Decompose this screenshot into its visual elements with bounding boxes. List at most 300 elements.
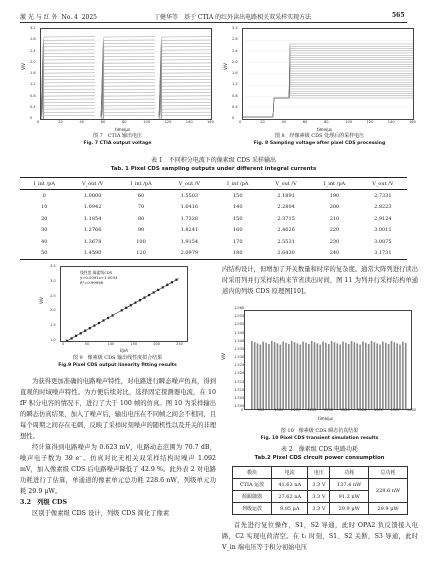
fig7-ramp-line: [41, 106, 211, 117]
table2-cell: 列级运放: [233, 503, 272, 515]
fig10-plot-area: [244, 310, 412, 410]
fig8-step-curves: [243, 44, 413, 117]
fig10-sample-bar: [268, 344, 270, 409]
table2-cell: 27.62 nA: [271, 491, 308, 503]
fig8-step-line: [243, 44, 413, 117]
table1-header-cell: I_int /pA: [213, 178, 262, 190]
table2-cell: 29.9 μW: [330, 503, 369, 515]
fig8-step-line: [243, 96, 413, 117]
fig10-x-tick-label: 3500: [357, 408, 367, 412]
fig10-sample-bar: [359, 345, 361, 409]
table2-title-cn: 表 2 像素级 CDS 电路功耗: [280, 446, 359, 453]
fig10-sample-bar: [317, 343, 319, 409]
fig7-y-tick-label: 2.8: [30, 37, 36, 42]
fig9-data-point: [171, 281, 173, 283]
fig10-sample-bar: [271, 341, 273, 409]
table1-cell: 90: [137, 227, 145, 234]
fig10-x-tick-label: 5000: [407, 408, 417, 412]
fig10-sample-bar: [319, 345, 321, 409]
fig8-step-line: [243, 51, 413, 117]
fig9-data-point: [107, 317, 109, 319]
table2-row: [233, 479, 408, 491]
fig9-y-tick-label: 1.0: [50, 338, 56, 342]
table1-cell: 40: [41, 238, 48, 245]
fig8-step-line: [243, 64, 413, 117]
fig10-x-tick-label: 4000: [373, 408, 383, 412]
fig10-sample-bar: [331, 341, 333, 409]
table1-header-cell: V_out /V: [165, 178, 213, 190]
fig7-ramp-line: [41, 60, 211, 117]
paragraph-reset-operation: 首先进行复位操作，S1，S2 导通，此时 OPA2 负反馈接入电路，C2 实现电荷清空。在 t₁ 时刻，S1、S2 关断，S3 导通，此时 V_in 端电压等于积分初始电压: [222, 522, 418, 551]
fig9-caption-cn: 图 9 像素级 CDS 输出线性度拟合结果: [72, 355, 163, 361]
fig7-y-tick-label: 3.2: [30, 26, 36, 30]
fig7-ramp-line: [41, 109, 211, 117]
table1-cell: 2.7331: [374, 192, 392, 199]
fig7-x-tick-label: 20: [58, 120, 63, 124]
fig10-sample-bar: [274, 342, 276, 409]
table1: [20, 177, 407, 260]
fig9-data-point: [84, 330, 86, 332]
table1-cell: 1.6416: [180, 204, 199, 211]
fig8-y-tick-label: 1.6: [232, 71, 238, 75]
body-left: [20, 376, 216, 519]
fig10-sample-bar: [325, 343, 327, 409]
fig7-ramp-line: [41, 99, 211, 117]
fig8-step-line: [243, 94, 413, 118]
table1-header-cell: I_int /pA: [20, 178, 69, 190]
year: 2025: [81, 14, 97, 21]
body-right-bottom: [222, 520, 418, 553]
table1-cell: 2.3715: [277, 215, 295, 222]
paragraph-transient-noise: 为获得更加准确的电路噪声特性，对电路进行瞬态噪声仿真，得到直观的时域噪声特性。为方便后续对比，选择固定探测器电流，在 10 fF 积分电容的情况下，进行了大于 100 帧的仿真。图 10 为采样输出的瞬态仿真结果，加入了噪声后，输出电压在不同帧之间会不相同，且每个周期之间存在毛刺，反映了采样时刻噪声的随机性以及开关的非理想性。: [20, 378, 216, 440]
fig10-sample-bar: [265, 343, 267, 409]
fig8-caption-en: Fig. 8 Sampling voltage after pixel CDS processing: [253, 141, 386, 146]
fig10-sample-bar: [396, 343, 398, 409]
fig7-y-tick-label: 0.8: [30, 93, 36, 98]
fig8-step-line: [243, 69, 413, 117]
fig7-ramp-line: [41, 92, 211, 117]
fig10-y-tick-label: 1.505: [234, 395, 245, 400]
fig10-sample-bar: [260, 345, 262, 409]
table1-cell: 2.4626: [277, 227, 295, 234]
table1-cell: 2.0979: [165, 248, 213, 260]
table1-cell: 2.5531: [277, 238, 295, 245]
fig10-x-tick-label: 2500: [324, 408, 334, 412]
table1-cell: 150: [232, 215, 243, 222]
fig8-ylabel: V/V: [222, 63, 228, 70]
fig10-sample-bar: [314, 342, 316, 409]
fig9-data-point: [153, 291, 155, 293]
fig10-y-tick-label: 1.535: [234, 346, 245, 351]
article-title-header: 丁健华等 基于 CTIA 的红外读出电路相关双采样实现方法: [154, 14, 312, 21]
fig10-sample-bar: [299, 345, 301, 409]
fig10-sample-bar: [354, 342, 356, 409]
table1-cell: 1.0000: [83, 192, 102, 199]
fig10-y-tick-label: 1.550: [234, 322, 245, 327]
fig9-data-point: [130, 304, 132, 306]
fig8-y-tick-label: 2.4: [232, 48, 238, 53]
fig10-x-tick-label: 1000: [274, 408, 284, 412]
table1-cell: 3.1731: [359, 248, 407, 260]
fig9-xlabel: I/pA: [120, 348, 128, 353]
fig9-data-point: [112, 314, 114, 316]
fig10-sample-bar: [288, 344, 290, 409]
fig7-ramp-line: [41, 43, 211, 117]
fig7-ramp-line: [41, 47, 211, 117]
table1-cell: 50: [20, 248, 69, 260]
table1-cell: 1.5503: [180, 192, 199, 199]
fig10-y-tick-label: 1.510: [234, 387, 245, 392]
table2-cell: 228.6 nW: [369, 479, 408, 503]
fig9-ylabel: V/V: [38, 297, 44, 304]
fig10-xlabel: time/μs: [318, 416, 334, 421]
fig9-data-point: [162, 286, 164, 288]
fig8-step-line: [243, 76, 413, 118]
fig10-y-tick-label: 1.540: [234, 338, 245, 343]
fig9-data-point: [143, 296, 145, 298]
fig7-ylabel: V/V: [20, 63, 26, 70]
fig9-legend-r2: R²=0.99998: [80, 280, 104, 285]
fig8-step-line: [243, 46, 413, 117]
fig10-x-tick-label: 4500: [390, 408, 400, 412]
fig7-x-tick-label: 0: [37, 120, 40, 124]
fig7-x-tick-label: 80: [122, 120, 127, 124]
table2-title-en: Tab.2 Pixel CDS circuit power consumption: [254, 455, 385, 461]
fig10-sample-bar: [391, 341, 393, 409]
table1-cell: 2.9124: [374, 215, 392, 222]
fig8-xlabel: time/μs: [317, 127, 333, 132]
fig9-data-point: [75, 335, 77, 337]
table1-cell: 20: [41, 215, 48, 222]
table2-cell: CTIA 运放: [233, 479, 272, 491]
fig10-caption-cn: 图 10 像素级 CDS 瞬态仿真结果: [280, 428, 359, 434]
fig8-x-tick-label: 60: [302, 120, 308, 124]
table1-header-cell: V_out /V: [262, 178, 310, 190]
fig9-caption-en: Fig.9 Pixel CDS output linearity fitting results: [58, 363, 177, 368]
fig10-sample-bar: [362, 342, 364, 409]
fig10-x-tick-label: 1500: [290, 408, 300, 412]
fig10-sample-bar: [374, 342, 376, 409]
fig10-sample-bar: [365, 343, 367, 409]
fig9-x-tick-label: 200: [153, 342, 161, 346]
fig10-sample-bar: [251, 341, 253, 409]
fig9-y-tick-label: 2.0: [50, 308, 56, 313]
fig9-data-point: [139, 299, 141, 301]
fig10-x-tick-label: 3000: [340, 408, 350, 412]
table1-row: [20, 236, 407, 248]
fig8-x-tick-label: 80: [324, 120, 329, 124]
table1-cell: 60: [137, 192, 145, 199]
fig8-y-tick-label: 0.4: [232, 104, 238, 109]
fig7-ramp-line: [41, 96, 211, 117]
fig8-step-line: [243, 73, 413, 117]
table1-cell: 140: [232, 204, 243, 211]
fig10-y-tick-label: 1.525: [234, 363, 245, 368]
table1-cell: 1.0942: [83, 204, 102, 211]
fig10-sample-bar: [262, 342, 264, 409]
fig10-sample-bar: [280, 345, 282, 409]
fig7-xlabel: time/μs: [115, 127, 131, 132]
table1-header-cell: I_int /pA: [310, 178, 359, 190]
fig7-x-tick-label: 140: [185, 120, 193, 124]
body-right-top: [222, 264, 418, 297]
fig10-y-tick-label: 1.500: [234, 404, 245, 408]
fig10-sample-bar: [356, 343, 358, 409]
table1-row: [20, 213, 407, 225]
fig10-sample-bar: [337, 343, 339, 409]
fig10-sample-bar: [302, 342, 304, 409]
paragraph-column-cds: 区别于像素级 CDS 设计，列级 CDS 简化了像素: [32, 510, 170, 517]
fig8-step-line: [243, 80, 413, 117]
fig7-y-tick-label: 0: [30, 116, 33, 120]
fig10-sample-bar: [402, 342, 404, 409]
table1-cell: 1.3678: [83, 238, 102, 245]
fig9-y-tick-label: 2.5: [50, 293, 56, 298]
fig7-ramp-line: [41, 102, 211, 117]
table2-header-cell: 功耗: [330, 467, 369, 479]
fig8-x-tick-label: 20: [260, 120, 265, 124]
fig7-y-tick-label: 1.6: [30, 71, 36, 75]
fig7-y-tick-label: 2.0: [30, 59, 36, 64]
table1-cell: 1.7328: [180, 215, 199, 222]
fig8-step-line: [243, 49, 413, 118]
table1-row: [20, 202, 407, 214]
section-3-2-heading: 3.2 列级 CDS: [20, 499, 68, 506]
fig9-data-point: [148, 294, 150, 296]
journal-name: 激 光 与 红 外: [20, 14, 58, 21]
fig10-sample-bar: [322, 342, 324, 409]
table1-cell: 1.2766: [83, 227, 102, 234]
table1-cell: 70: [137, 204, 145, 211]
fig7-x-tick-label: 160: [207, 120, 214, 124]
fig7-y-tick-label: 1.2: [30, 82, 36, 87]
table1-cell: 30: [41, 227, 48, 234]
table1-cell: 80: [137, 215, 145, 222]
fig10-sample-bar: [254, 342, 256, 409]
table1-cell: 170: [232, 238, 243, 245]
table2-cell: 源跟随器: [233, 491, 272, 503]
fig7-ramp-line: [41, 83, 211, 117]
table2-row: [233, 503, 408, 515]
fig10-sample-bar: [399, 345, 401, 409]
fig10-sample-bar: [379, 345, 381, 409]
fig9-x-tick-label: 150: [130, 342, 138, 346]
fig10-y-tick-label: 1.560: [234, 306, 245, 310]
fig10-sample-bar: [345, 343, 347, 409]
table1-cell: 2.8223: [374, 204, 392, 211]
fig7-y-tick-label: 2.4: [30, 48, 36, 53]
fig10-sample-bar: [382, 342, 384, 409]
fig8-step-line: [243, 85, 413, 118]
table1-cell: 10: [41, 204, 48, 211]
table1-title-cn: 表 1 不同积分电流下的像素级 CDS 采样输出: [150, 157, 277, 164]
fig7-plot-area: [40, 28, 212, 120]
table1-cell: 210: [329, 215, 340, 222]
table1-cell: 3.0875: [374, 238, 392, 245]
fig9-x-tick-label: 0: [62, 342, 65, 346]
fig7-ramp-curves: [41, 37, 211, 119]
fig10-sample-bar: [334, 342, 336, 409]
fig10-caption-en: Fig. 10 Pixel CDS transient simulation results: [260, 436, 379, 441]
fig8-y-tick-label: 0: [232, 116, 235, 120]
fig10-sample-bar: [385, 343, 387, 409]
fig10-sample-bar: [371, 341, 373, 409]
table1-cell: 240: [310, 248, 359, 260]
fig10-sample-bar: [388, 344, 390, 409]
table1-cell: 2.1891: [277, 192, 295, 199]
fig10-sample-bar: [291, 341, 293, 409]
table1-title-en: Tab. 1 Pixel CDS sampling outputs under different integral currents: [110, 166, 317, 172]
table1-header-cell: I_int /pA: [117, 178, 166, 190]
fig9-y-tick-label: 1.5: [50, 323, 56, 328]
fig9-data-point: [121, 309, 123, 311]
fig10-x-tick-label: 500: [257, 408, 265, 412]
fig7-y-tick-label: 0.4: [30, 104, 36, 109]
fig7-ramp-line: [41, 70, 211, 118]
fig10-sample-bar: [342, 342, 344, 409]
fig9-data-point: [66, 340, 68, 341]
fig7-x-tick-label: 40: [79, 120, 85, 124]
table1-cell: 150: [232, 192, 243, 199]
table1-cell: 1.9154: [180, 238, 199, 245]
fig9-x-tick-label: 250: [176, 342, 183, 346]
fig7-ramp-line: [41, 66, 211, 117]
fig7-x-tick-label: 120: [164, 120, 172, 124]
table2: [232, 466, 408, 515]
fig8-step-line: [243, 89, 413, 117]
fig10-x-tick-label: 0: [241, 408, 244, 412]
fig10-sample-bar: [257, 343, 259, 409]
table1-cell: 1.1854: [83, 215, 102, 222]
table2-cell: 41.63 nA: [271, 479, 308, 491]
table2-cell: 137.4 nW: [330, 479, 369, 491]
fig7-x-tick-label: 60: [100, 120, 106, 124]
fig8-y-tick-label: 2.0: [232, 59, 238, 64]
fig9-data-point: [134, 302, 136, 304]
figure-10: [222, 306, 417, 428]
fig9-legend-series: 线性度-像素级CDS: [80, 270, 113, 275]
fig7-caption-cn: 图 7 CTIA 输出电压: [92, 133, 143, 139]
fig10-sample-bar: [282, 342, 284, 409]
fig7-ramp-line: [41, 37, 211, 117]
table1-row: [20, 248, 407, 260]
fig9-legend-equation: y=0.0091x+1.0034: [80, 275, 118, 280]
fig9-data-point: [157, 289, 159, 291]
table2-cell: 29.9 μW: [369, 503, 408, 515]
table1-cell: 2.2804: [277, 204, 295, 211]
paragraph-column-structure: 内结构设计，但增加了开关数量和时序的复杂度。通常大阵列进行读出时采用列并行采样结构来节省读出时间，图 11 为列并行采样结构单通道内的列级 CDS 原理图[10]。: [222, 266, 418, 295]
table2-cell: 9.05 μA: [271, 503, 308, 515]
fig10-y-tick-label: 1.520: [234, 371, 245, 376]
fig10-x-tick-label: 2000: [307, 408, 317, 412]
fig10-sample-bar: [394, 342, 396, 409]
fig10-sample-bar: [308, 344, 310, 409]
fig10-ylabel: V/V: [220, 353, 226, 360]
fig7-ramp-line: [41, 89, 211, 117]
fig8-y-tick-label: 3.2: [232, 26, 238, 30]
fig7-ramp-line: [41, 79, 211, 117]
table1-cell: 2.6430: [262, 248, 310, 260]
table1-header-cell: V_out /V: [359, 178, 407, 190]
fig10-sample-bar: [376, 343, 378, 409]
fig8-caption-cn: 图 8 经像素级 CDS 处理后的采样电压: [274, 133, 365, 139]
fig8-step-line: [243, 91, 413, 117]
fig7-ramp-line: [41, 56, 211, 117]
table1-cell: 220: [329, 227, 340, 234]
fig9-x-tick-label: 100: [107, 342, 115, 346]
table2-header-cell: 电压: [308, 467, 330, 479]
issue-number: No. 4: [61, 14, 78, 21]
fig8-step-line: [243, 78, 413, 117]
fig7-ramp-line: [41, 115, 211, 119]
fig8-step-line: [243, 60, 413, 117]
table1-cell: 230: [329, 238, 340, 245]
fig8-x-tick-label: 120: [366, 120, 374, 124]
table1-cell: 200: [329, 204, 340, 211]
table1-cell: 180: [213, 248, 262, 260]
fig8-plot-area: [242, 28, 414, 120]
table2-cell: 3.3 V: [308, 491, 330, 503]
fig10-sample-bar: [297, 343, 299, 409]
table1-row: [20, 190, 407, 202]
fig7-caption-en: Fig. 7 CTIA output voltage: [83, 141, 152, 146]
fig8-x-tick-label: 160: [409, 120, 416, 124]
fig8-step-line: [243, 98, 413, 117]
table1-header-cell: V_out /V: [69, 178, 117, 190]
table1-cell: 3.0011: [374, 227, 392, 234]
fig10-sample-bar: [277, 343, 279, 409]
fig10-sample-bar: [294, 342, 296, 409]
fig8-y-tick-label: 2.8: [232, 37, 238, 42]
fig8-x-tick-label: 140: [387, 120, 395, 124]
fig9-y-tick-label: 3.5: [50, 264, 56, 268]
fig10-y-tick-label: 1.515: [234, 379, 245, 384]
table2-header-cell: 电流: [271, 467, 308, 479]
fig9-data-point: [98, 322, 100, 324]
fig10-sample-bar: [368, 344, 370, 409]
table1-cell: 190: [329, 192, 340, 199]
fig10-sample-bar: [305, 343, 307, 409]
fig7-x-tick-label: 100: [143, 120, 151, 124]
fig9-data-point: [125, 307, 127, 309]
table1-cell: 1.8241: [180, 227, 199, 234]
fig9-y-tick-label: 3.0: [50, 278, 56, 283]
table2-cell: 3.3 V: [308, 503, 330, 515]
fig8-x-tick-label: 0: [239, 120, 242, 124]
table2-cell: 91.2 nW: [330, 491, 369, 503]
table2-header-cell: 总功耗: [369, 467, 408, 479]
fig10-sample-bar: [311, 341, 313, 409]
fig8-y-tick-label: 0.8: [232, 93, 238, 98]
fig9-data-point: [80, 332, 82, 334]
fig10-y-tick-label: 1.545: [234, 330, 245, 335]
fig8-step-line: [243, 62, 413, 117]
fig8-x-tick-label: 40: [281, 120, 287, 124]
fig8-y-tick-label: 1.2: [232, 82, 238, 87]
fig10-sample-bar: [348, 344, 350, 409]
fig10-y-tick-label: 1.555: [234, 314, 245, 319]
fig9-data-point: [89, 327, 91, 329]
table1-cell: 160: [232, 227, 243, 234]
paragraph-noise-results: 经计算得到电路噪声为 0.623 mV，电路动态范围为 70.7 dB，噪声电子数为 39 e⁻。仿真对比无相关双采样结构时噪声 1.092 mV，加入像素级 CDS 后电路噪声降低了 42.9 %。此外表 2 对电路功耗进行了估算，单通道的像素单元总功耗 228.6 nW，列级单元功耗 29.9 μW。: [20, 444, 216, 495]
table1-row: [20, 225, 407, 237]
fig9-x-tick-label: 50: [84, 342, 90, 346]
table2-cell: 3.3 V: [308, 479, 330, 491]
table1-cell: 1.4590: [69, 248, 117, 260]
table1-cell: 100: [136, 238, 146, 245]
fig8-x-tick-label: 100: [345, 120, 353, 124]
fig10-sample-bar: [405, 343, 407, 409]
